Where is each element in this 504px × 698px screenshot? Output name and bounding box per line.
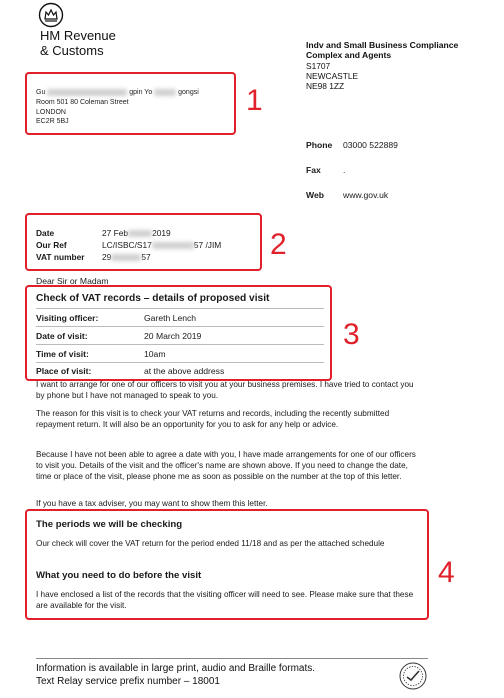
contact-value: 03000 522889 [343, 140, 398, 150]
visit-value: at the above address [144, 366, 225, 376]
visit-label: Time of visit: [36, 349, 89, 359]
body-paragraph: I want to arrange for one of our officers to visit you at your business premises. I have tried to contact you by phone but I have not managed to speak to you. [36, 380, 414, 401]
recipient-name-part: Gu [36, 89, 46, 96]
periods-text: Our check will cover the VAT return for the period ended 11/18 and as per the attached schedule [36, 539, 385, 548]
annotation-box-3 [25, 285, 332, 381]
dept-line-2: Complex and Agents [306, 50, 392, 61]
ref-value-part: 29 [102, 252, 112, 262]
visit-value: 10am [144, 349, 166, 359]
visit-label: Date of visit: [36, 331, 88, 341]
annotation-number-1: 1 [246, 84, 263, 117]
royal-crest-icon [38, 2, 64, 28]
salutation: Dear Sir or Madam [36, 276, 109, 286]
annotation-number-4: 4 [438, 556, 455, 589]
ref-value-part: 57 [141, 252, 151, 262]
sender-address-line: NEWCASTLE [306, 71, 359, 82]
annotation-box-1 [25, 72, 236, 135]
contact-label: Web [306, 190, 324, 200]
ref-value-part: 57 /JIM [193, 240, 222, 250]
visit-details-title: Check of VAT records – details of proposed visit [36, 293, 270, 304]
recipient-address-line: EC2R 5BJ [36, 118, 69, 126]
dept-line-1: Indv and Small Business Compliance [306, 40, 459, 50]
sender-address-line: S1707 [306, 60, 331, 71]
body-paragraph: Because I have not been able to agree a date with you, I have made arrangements for one of our officers to visit you. Details of the visit and the officer's name are shown above. If you need to change the date, time or place of the visit, please phone me as soon as possible on the number at the top of this letter. [36, 450, 416, 482]
annotation-number-2: 2 [270, 228, 287, 261]
recipient-name-part: gpin Yo [129, 89, 153, 96]
recipient-address-line: Room 501 80 Coleman Street [36, 98, 129, 106]
visit-label: Place of visit: [36, 366, 92, 376]
annotation-box-4 [25, 509, 429, 620]
footer-divider [36, 658, 428, 659]
contact-label: Phone [306, 140, 333, 150]
body-paragraph: If you have a tax adviser, you may want to show them this letter. [36, 499, 268, 508]
contact-label: Fax [306, 165, 321, 175]
contact-value: . [343, 165, 346, 175]
visit-value: Gareth Lench [144, 313, 197, 323]
org-line-1: HM Revenue [40, 28, 116, 43]
body-paragraph: The reason for this visit is to check your VAT returns and records, including the recently submitted repayment return. It will also be an opportunity for you to ask for any help or advice. [36, 409, 390, 430]
ref-label: Date [36, 228, 55, 238]
sender-address [306, 40, 458, 91]
ref-label: VAT number [36, 252, 85, 262]
organisation-name [40, 28, 116, 58]
ref-value-part: 27 Feb [102, 228, 129, 238]
visit-value: 20 March 2019 [144, 331, 202, 341]
footer [36, 662, 315, 688]
footer-line: Text Relay service prefix number – 18001 [36, 676, 220, 687]
accreditation-seal-icon [398, 661, 428, 691]
website-link[interactable]: www.gov.uk [343, 190, 389, 200]
ref-value-part: 2019 [152, 228, 171, 238]
preparation-heading: What you need to do before the visit [36, 570, 202, 581]
footer-line: Information is available in large print, audio and Braille formats. [36, 663, 316, 674]
org-line-2: & Customs [40, 43, 104, 58]
sender-address-line: NE98 1ZZ [306, 81, 345, 92]
ref-label: Our Ref [36, 240, 67, 250]
recipient-name-part: gongsi [178, 89, 199, 96]
annotation-box-2 [25, 213, 262, 271]
visit-label: Visiting officer: [36, 313, 99, 323]
ref-value-part: LC/ISBC/S17 [102, 240, 152, 250]
recipient-address-line: LONDON [36, 108, 66, 116]
annotation-number-3: 3 [343, 318, 360, 351]
preparation-text: I have enclosed a list of the records that the visiting officer will need to see. Please make sure that these are available for the visit. [36, 590, 414, 611]
periods-heading: The periods we will be checking [36, 519, 183, 530]
